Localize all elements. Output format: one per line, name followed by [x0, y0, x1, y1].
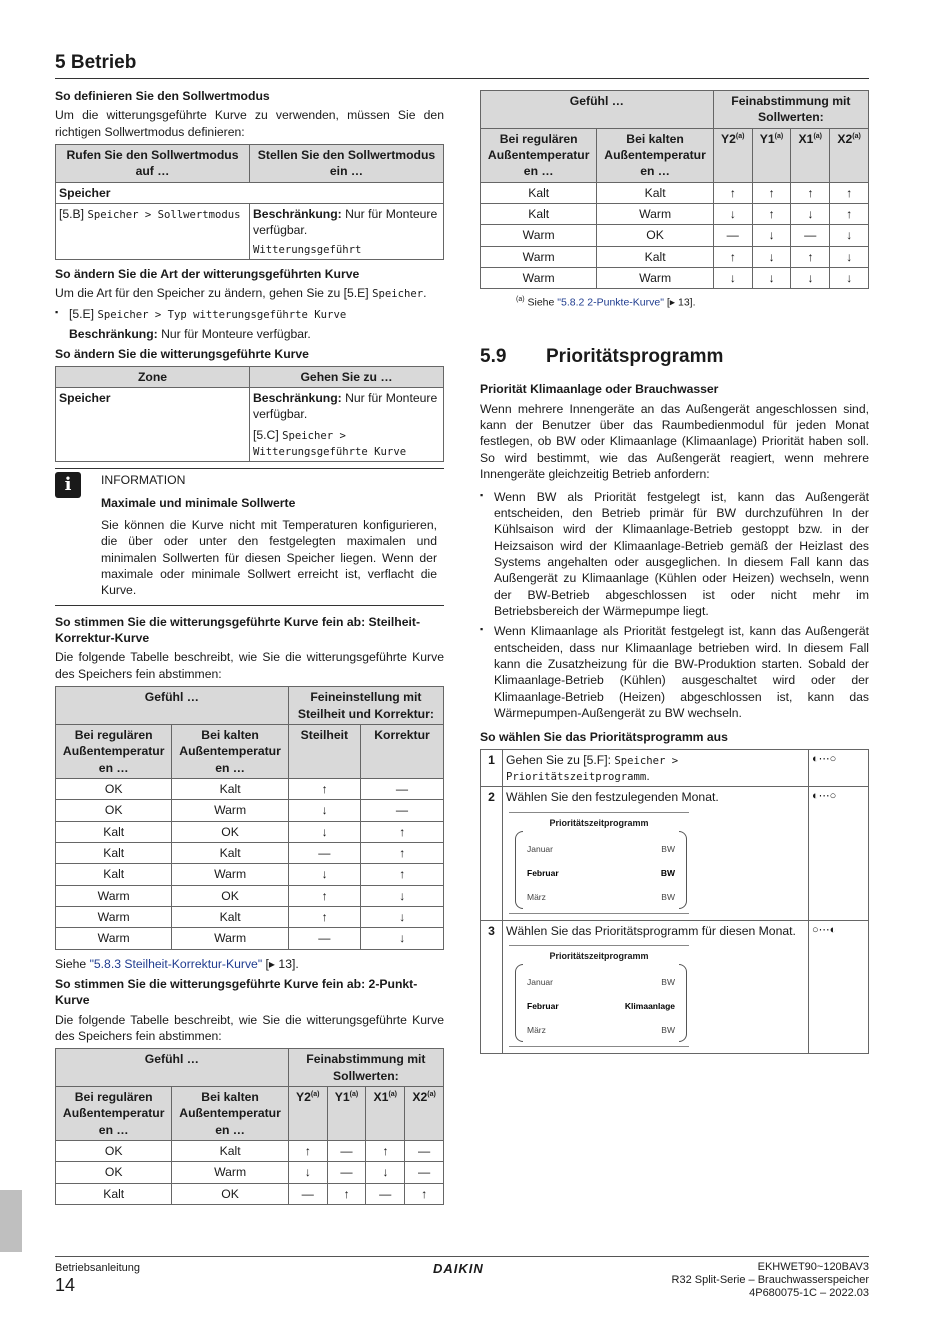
- zone-table: [55, 366, 444, 463]
- table-cell: ↑: [288, 906, 360, 927]
- table-row: [481, 246, 869, 267]
- cross-reference: Siehe "5.8.3 Steilheit-Korrektur-Kurve" [▸ 13].: [55, 956, 299, 971]
- table-cell: Kalt: [597, 246, 713, 267]
- table-header: Bei kalten Außentemperatur en …: [597, 128, 713, 182]
- table-row: [56, 864, 444, 885]
- table-cell: Beschränkung: Nur für Monteure verfügbar. Witterungsgeführt: [250, 204, 444, 260]
- step-text: Wählen Sie den festzulegenden Monat. Prioritätszeitprogramm Januar BW Februar BW März BW: [503, 787, 809, 920]
- paragraph: Um die Art für den Speicher zu ändern, gehen Sie zu [5.E] Speicher.: [55, 286, 427, 301]
- table-cell: Kalt: [481, 182, 597, 203]
- footnote: $^{(a)}$ Siehe "5.8.2 2-Punkte-Kurve" [▸ 13].: [516, 296, 696, 309]
- step-text: Gehen Sie zu [5.F]: Speicher > Prioritätszeitprogramm.: [503, 749, 809, 787]
- table-cell: ↓: [752, 246, 791, 267]
- table-cell: ↑: [752, 182, 791, 203]
- table-cell: ↓: [288, 800, 360, 821]
- table-cell: OK: [172, 885, 288, 906]
- table-cell: ↑: [791, 246, 830, 267]
- table-header: Feinabstimmung mit Sollwerten:: [288, 1049, 443, 1087]
- table-cell: ↑: [360, 842, 443, 863]
- table-cell: Kalt: [172, 906, 288, 927]
- table-cell: —: [360, 778, 443, 799]
- table-cell: Warm: [481, 246, 597, 267]
- table-cell: —: [360, 800, 443, 821]
- table-cell: ↑: [288, 1141, 327, 1162]
- month-row: Januar BW: [527, 843, 675, 854]
- table-header: Rufen Sie den Sollwertmodus auf …: [56, 145, 250, 183]
- page-header: [55, 50, 869, 79]
- table-cell: ↑: [713, 246, 752, 267]
- paragraph: Die folgende Tabelle beschreibt, wie Sie die witterungsgeführte Kurve des Speichers fein abstimmen:: [55, 1012, 444, 1043]
- step-row: 1 Gehen Sie zu [5.F]: Speicher > Prioritätszeitprogramm. ◐⋯○: [481, 749, 869, 787]
- table-row: [481, 204, 869, 225]
- info-subtitle: Maximale und minimale Sollwerte: [101, 495, 296, 510]
- paragraph: Wenn mehrere Innengeräte an das Außengerät angeschlossen sind, kann der Benutzer über das Raumbedienmodul für jeden Monat festlegen, ob BW oder Klimaanlage (Klimaanlage) Priorität haben soll. So wird bestimmt, wie das Außengerät reagiert, wenn mehrere Innengeräte gleichzeitig Betrieb anfordern:: [480, 401, 869, 482]
- table-cell: —: [288, 928, 360, 949]
- dial-icon: ○⋯◐: [809, 920, 869, 1053]
- paragraph: Um die witterungsgeführte Kurve zu verwenden, müssen Sie den richtigen Sollwertmodus definieren:: [55, 108, 444, 139]
- table-cell: OK: [56, 800, 172, 821]
- table-cell: ↓: [752, 225, 791, 246]
- table-header: Gefühl …: [56, 687, 289, 725]
- section-title: So ändern Sie die Art der witterungsgeführten Kurve: [55, 266, 360, 281]
- table-cell: ↓: [830, 268, 869, 289]
- table-cell: —: [288, 1183, 327, 1204]
- table-row: [481, 225, 869, 246]
- table-cell: ↑: [713, 182, 752, 203]
- table-cell: ↓: [713, 268, 752, 289]
- page-title: 5 Betrieb: [55, 52, 137, 73]
- table-cell: ↓: [830, 225, 869, 246]
- table-cell: ↑: [288, 778, 360, 799]
- list-item: ▪ Wenn Klimaanlage als Priorität festgelegt ist, kann das Außengerät entscheiden, dass nur Klimaanlage betrieben wird. In diesem Fall kann die Zusatzheizung für die BW-Produktion starten. Sobald der Klimaanlage-Betrieb (Kühlen) ausgeschaltet wird oder der Klimaanlage-Betrieb (Heizen) abgeschlossen ist, kann das Wärmepumpen-Außengerät zu BW wechseln.: [480, 623, 869, 721]
- list-item: ▪ [5.E] Speicher > Typ witterungsgeführte Kurve: [55, 306, 444, 322]
- table-cell: Warm: [172, 928, 288, 949]
- two-point-table-continued: [480, 90, 869, 289]
- table-cell: ↑: [830, 182, 869, 203]
- footer-model-info: EKHWET90~120BAV3 R32 Split-Serie – Brauchwasserspeicher 4P680075-1C – 2022.03: [671, 1261, 869, 1300]
- table-cell: ↑: [360, 864, 443, 885]
- restriction-note: Beschränkung: Nur für Monteure verfügbar.: [69, 326, 311, 341]
- table-cell: ↓: [830, 246, 869, 267]
- table-cell: Kalt: [56, 821, 172, 842]
- link[interactable]: "5.8.2 2-Punkte-Kurve": [557, 296, 664, 309]
- table-cell: ↑: [327, 1183, 366, 1204]
- link[interactable]: "5.8.3 Steilheit-Korrektur-Kurve": [89, 956, 263, 971]
- month-row-selected: Februar Klimaanlage: [527, 1001, 675, 1012]
- left-column: [55, 88, 444, 1211]
- section-title: Priorität Klimaanlage oder Brauchwasser: [480, 382, 719, 397]
- table-cell: ↑: [288, 885, 360, 906]
- dial-icon: ◐⋯○: [809, 749, 869, 787]
- table-header: Bei kalten Außentemperatur en …: [172, 724, 288, 778]
- table-cell: ↑: [752, 204, 791, 225]
- table-header: Gehen Sie zu …: [250, 366, 444, 387]
- table-cell: —: [405, 1162, 444, 1183]
- table-cell: Beschränkung: Nur für Monteure verfügbar. [5.C] Speicher > Witterungsgeführte Kurve: [250, 388, 444, 462]
- table-header: X1$^{(a)}$: [791, 128, 830, 182]
- steps-table: [480, 749, 869, 1054]
- table-cell: ↓: [791, 204, 830, 225]
- table-header: X2$^{(a)}$: [405, 1087, 444, 1141]
- table-row: [56, 928, 444, 949]
- table-cell: Warm: [172, 1162, 288, 1183]
- table-cell: —: [288, 842, 360, 863]
- table-cell: —: [713, 225, 752, 246]
- table-header: Stellen Sie den Sollwertmodus ein …: [250, 145, 444, 183]
- table-cell: Warm: [56, 906, 172, 927]
- table-cell: ↓: [360, 928, 443, 949]
- priority-schedule-screen: Prioritätszeitprogramm Januar BW Februar Klimaanlage März BW: [509, 945, 689, 1047]
- step-row: 3 Wählen Sie das Prioritätsprogramm für diesen Monat. Prioritätszeitprogramm Januar BW Februar Klimaanlage März BW ○⋯◐: [481, 920, 869, 1053]
- month-row: März BW: [527, 891, 675, 902]
- month-row: Januar BW: [527, 977, 675, 988]
- table-cell: Kalt: [172, 778, 288, 799]
- table-cell: Kalt: [172, 842, 288, 863]
- paragraph: Die folgende Tabelle beschreibt, wie Sie die witterungsgeführte Kurve des Speichers fein abstimmen:: [55, 650, 444, 681]
- two-point-table: [55, 1048, 444, 1205]
- table-cell: ↑: [791, 182, 830, 203]
- section-title: So stimmen Sie die witterungsgeführte Kurve fein ab: 2-Punkt-Kurve: [55, 976, 418, 1008]
- table-cell: —: [327, 1141, 366, 1162]
- table-cell: OK: [56, 1141, 172, 1162]
- table-cell: —: [366, 1183, 405, 1204]
- table-row: [56, 885, 444, 906]
- table-row: [56, 1183, 444, 1204]
- table-cell: Kalt: [56, 842, 172, 863]
- table-cell: ↓: [752, 268, 791, 289]
- table-header: Feineinstellung mit Steilheit und Korrektur:: [288, 687, 443, 725]
- table-header: Bei regulären Außentemperatur en …: [56, 724, 172, 778]
- table-cell: Warm: [56, 928, 172, 949]
- table-cell: Warm: [172, 864, 288, 885]
- table-row: [481, 182, 869, 203]
- table-row: [56, 778, 444, 799]
- table-header: Bei kalten Außentemperatur en …: [172, 1087, 288, 1141]
- table-cell: —: [791, 225, 830, 246]
- table-header: Bei regulären Außentemperatur en …: [56, 1087, 172, 1141]
- table-cell: ↓: [713, 204, 752, 225]
- table-cell: —: [327, 1162, 366, 1183]
- table-cell: ↓: [288, 864, 360, 885]
- table-row: [56, 1162, 444, 1183]
- table-header: Y2$^{(a)}$: [288, 1087, 327, 1141]
- footer-doc-type: Betriebsanleitung: [55, 1262, 141, 1274]
- table-section: Speicher: [56, 182, 444, 203]
- daikin-logo: DAIKIN: [433, 1261, 484, 1276]
- section-title: So stimmen Sie die witterungsgeführte Kurve fein ab: Steilheit-Korrektur-Kurve: [55, 614, 421, 646]
- info-label: INFORMATION: [101, 473, 186, 488]
- table-cell: Warm: [481, 268, 597, 289]
- table-cell: Warm: [597, 268, 713, 289]
- table-cell: ↑: [360, 821, 443, 842]
- table-header: Y1$^{(a)}$: [327, 1087, 366, 1141]
- table-row: [56, 821, 444, 842]
- table-cell: ↑: [830, 204, 869, 225]
- table-header: X1$^{(a)}$: [366, 1087, 405, 1141]
- table-cell: ↓: [288, 1162, 327, 1183]
- page-footer: [55, 1256, 869, 1300]
- table-header: X2$^{(a)}$: [830, 128, 869, 182]
- list-item: ▪ Wenn BW als Priorität festgelegt ist, kann das Außengerät entscheiden, den Betrieb primär für BW durchzuführen In der Kühlsaison wird der Klimaanlage-Betrieb gestoppt bzw. in der Heizsaison wird der Klimaanlage-Betrieb gemäß der Heizlast des Systems angehalten oder ausgeglichen. In diesem Fall kann das Außengerät zu Klimaanlage (Kühlen oder Heizen) wechseln, wenn der BW-Betrieb abgeschlossen ist oder nicht mehr im Betriebsbereich der Wärmepumpe liegt.: [480, 489, 869, 620]
- step-row: 2 Wählen Sie den festzulegenden Monat. Prioritätszeitprogramm Januar BW Februar BW März BW ◐⋯○: [481, 787, 869, 920]
- table-cell: Kalt: [481, 204, 597, 225]
- table-header: Y2$^{(a)}$: [713, 128, 752, 182]
- info-text: Sie können die Kurve nicht mit Temperaturen konfigurieren, die über oder unter den festgelegten maximalen und minimalen Sollwerten für diesen Speicher liegen. Wenn der maximale oder minimale Sollwert erreicht ist, verflacht die Kurve.: [101, 518, 437, 598]
- table-cell: OK: [172, 1183, 288, 1204]
- table-header: Steilheit: [288, 724, 360, 778]
- table-header: Gefühl …: [56, 1049, 289, 1087]
- table-cell: ↓: [360, 885, 443, 906]
- table-cell: OK: [56, 778, 172, 799]
- table-cell: ↑: [405, 1183, 444, 1204]
- table-cell: Kalt: [56, 864, 172, 885]
- section-title: So definieren Sie den Sollwertmodus: [55, 89, 270, 103]
- table-header: Feinabstimmung mit Sollwerten:: [713, 91, 868, 129]
- table-cell: OK: [172, 821, 288, 842]
- table-row: [56, 842, 444, 863]
- table-cell: Speicher: [56, 388, 250, 462]
- priority-schedule-screen: Prioritätszeitprogramm Januar BW Februar BW März BW: [509, 812, 689, 914]
- table-header: Y1$^{(a)}$: [752, 128, 791, 182]
- table-cell: Warm: [172, 800, 288, 821]
- table-cell: ↑: [366, 1141, 405, 1162]
- slope-offset-table: [55, 686, 444, 949]
- information-box: [55, 468, 444, 605]
- table-cell: OK: [56, 1162, 172, 1183]
- table-row: [481, 268, 869, 289]
- side-tab-marker: [0, 1190, 22, 1252]
- table-cell: Warm: [481, 225, 597, 246]
- month-row-selected: Februar BW: [527, 867, 675, 878]
- page-number: 14: [55, 1275, 76, 1295]
- table-cell: ↓: [360, 906, 443, 927]
- section-heading: 5.9 Prioritätsprogramm: [480, 346, 724, 367]
- month-row: März BW: [527, 1025, 675, 1036]
- table-cell: Kalt: [56, 1183, 172, 1204]
- table-cell: ↓: [366, 1162, 405, 1183]
- table-cell: Kalt: [172, 1141, 288, 1162]
- right-column: [480, 90, 869, 1060]
- table-header: Gefühl …: [481, 91, 714, 129]
- dial-icon: ◐⋯○: [809, 787, 869, 920]
- table-row: [56, 1141, 444, 1162]
- table-header: Korrektur: [360, 724, 443, 778]
- setpoint-mode-table: [55, 144, 444, 260]
- table-cell: [5.B] Speicher > Sollwertmodus: [56, 204, 250, 260]
- section-title: So ändern Sie die witterungsgeführte Kurve: [55, 347, 309, 362]
- table-header: Zone: [56, 366, 250, 387]
- step-text: Wählen Sie das Prioritätsprogramm für diesen Monat. Prioritätszeitprogramm Januar BW Februar Klimaanlage März BW: [503, 920, 809, 1053]
- table-row: [56, 906, 444, 927]
- table-cell: —: [405, 1141, 444, 1162]
- information-icon: i: [55, 472, 81, 498]
- table-cell: Warm: [56, 885, 172, 906]
- table-cell: ↓: [288, 821, 360, 842]
- table-cell: ↓: [791, 268, 830, 289]
- table-row: [56, 800, 444, 821]
- table-header: Bei regulären Außentemperatur en …: [481, 128, 597, 182]
- section-title: So wählen Sie das Prioritätsprogramm aus: [480, 730, 728, 745]
- table-cell: Kalt: [597, 182, 713, 203]
- table-cell: OK: [597, 225, 713, 246]
- table-cell: Warm: [597, 204, 713, 225]
